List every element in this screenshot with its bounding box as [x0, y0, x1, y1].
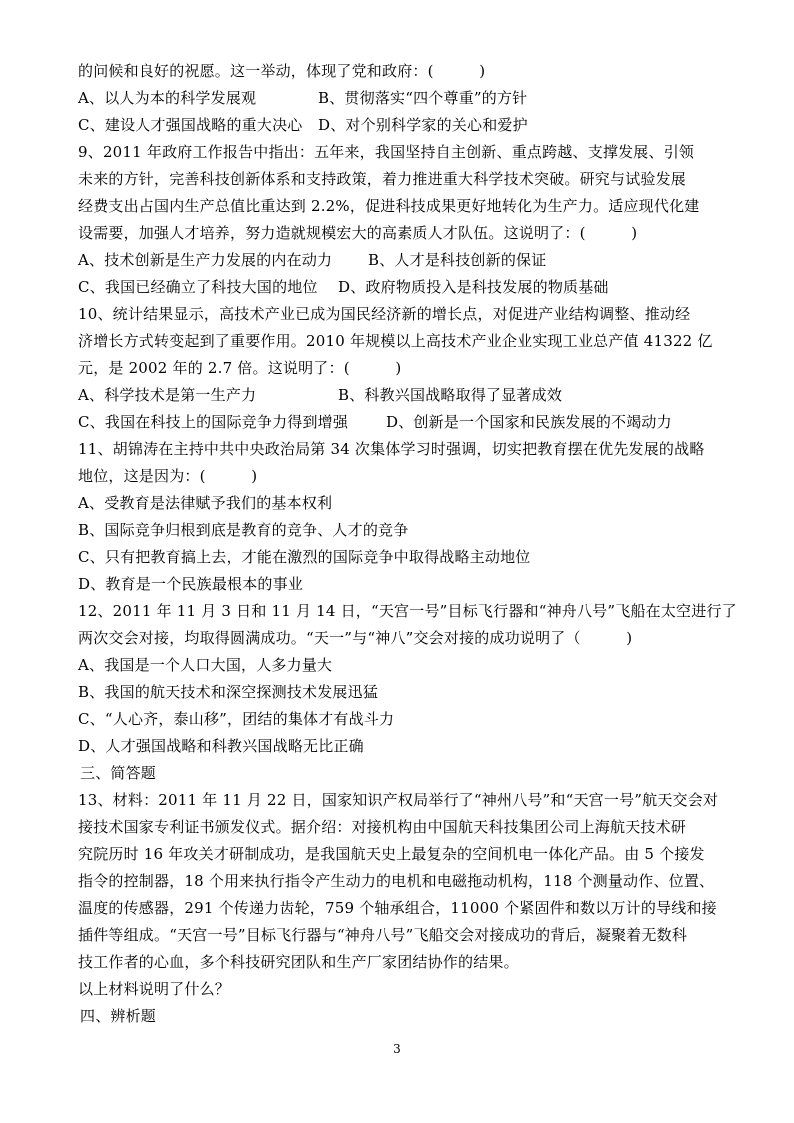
text-line: 技工作者的心血，多个科技研究团队和生产厂家团结协作的结果。: [78, 953, 519, 971]
option-row: [78, 85, 730, 112]
text-line: 接技术国家专利证书颁发仪式。据介绍：对接机构由中国航天科技集团公司上海航天技术研: [78, 818, 687, 836]
text-line: 地位，这是因为：( ): [78, 467, 258, 485]
text-line: 温度的传感器，291 个传递力齿轮，759 个轴承组合，11000 个紧固件和数以万计的导线和接: [78, 899, 717, 917]
option-b: B、人才是科技创新的保证: [368, 251, 547, 269]
option-a: A、受教育是法律赋予我们的基本权利: [78, 494, 333, 512]
text-line: 经费支出占国内生产总值比重达到 2.2%，促进科技成果更好地转化为生产力。适应现代化建: [78, 197, 700, 215]
option-row: [78, 247, 730, 274]
option-a: A、技术创新是生产力发展的内在动力: [78, 251, 333, 269]
option-d: D、对个别科学家的关心和爱护: [318, 116, 528, 134]
option-c: C、只有把教育搞上去，才能在激烈的国际竞争中取得战略主动地位: [78, 548, 531, 566]
question-12-text: 12、2011 年 11 月 3 日和 11 月 14 日，“天宫一号”目标飞行器和“神舟八号”飞船在太空进行了: [78, 602, 737, 620]
text-line: 两次交会对接，均取得圆满成功。“天一”与“神八”交会对接的成功说明了（ ): [78, 629, 633, 647]
option-d: D、政府物质投入是科技发展的物质基础: [338, 278, 609, 296]
text-line: 的问候和良好的祝愿。这一举动，体现了党和政府：( ): [78, 62, 486, 80]
option-d: D、人才强国战略和科教兴国战略无比正确: [78, 737, 364, 755]
option-a: A、科学技术是第一生产力: [78, 386, 257, 404]
text-line: 元，是 2002 年的 2.7 倍。这说明了：( ): [78, 359, 402, 377]
option-c: C、我国已经确立了科技大国的地位: [78, 278, 318, 296]
option-a: A、以人为本的科学发展观: [78, 89, 257, 107]
option-b: B、科教兴国战略取得了显著成效: [338, 386, 563, 404]
option-a: A、我国是一个人口大国，人多力量大: [78, 656, 333, 674]
text-line: 指令的控制器，18 个用来执行指令产生动力的电机和电磁拖动机构，118 个测量动作、位置、: [78, 872, 715, 890]
option-c: C、“人心齐，泰山移”，团结的集体才有战斗力: [78, 710, 395, 728]
question-11-text: 11、胡锦涛在主持中共中央政治局第 34 次集体学习时强调，切实把教育摆在优先发展的战略: [78, 440, 705, 458]
text-line: 究院历时 16 年攻关才研制成功，是我国航天史上最复杂的空间机电一体化产品。由 5 个接发: [78, 845, 705, 863]
option-row: [78, 112, 730, 139]
option-row: [78, 409, 730, 436]
text-line: 插件等组成。“天宫一号”目标飞行器与“神舟八号”飞船交会对接成功的背后，凝聚着无数科: [78, 926, 688, 944]
option-row: [78, 382, 730, 409]
option-b: B、国际竞争归根到底是教育的竞争、人才的竞争: [78, 521, 409, 539]
text-line: 设需要，加强人才培养，努力造就规模宏大的高素质人才队伍。这说明了：( ): [78, 224, 638, 242]
page-content: [78, 58, 737, 1030]
option-b: B、贯彻落实“四个尊重”的方针: [318, 89, 528, 107]
option-d: D、创新是一个国家和民族发展的不竭动力: [386, 413, 672, 431]
option-c: C、我国在科技上的国际竞争力得到增强: [78, 413, 349, 431]
text-line: 济增长方式转变起到了重要作用。2010 年规模以上高技术产业企业实现工业总产值 41322 亿: [78, 332, 713, 350]
option-c: C、建设人才强国战略的重大决心: [78, 116, 303, 134]
option-d: D、教育是一个民族最根本的事业: [78, 575, 304, 593]
question-prompt: 以上材料说明了什么？: [78, 980, 231, 998]
option-b: B、我国的航天技术和深空探测技术发展迅猛: [78, 683, 379, 701]
question-10-text: 10、统计结果显示，高技术产业已成为国民经济新的增长点，对促进产业结构调整、推动经: [78, 305, 691, 323]
option-row: [78, 274, 730, 301]
question-9-text: 9、2011 年政府工作报告中指出：五年来，我国坚持自主创新、重点跨越、支撑发展、引领: [78, 143, 695, 161]
section-heading-short-answer: 三、简答题: [80, 764, 157, 782]
page-number: 3: [393, 1042, 401, 1056]
text-line: 未来的方针，完善科技创新体系和支持政策，着力推进重大科学技术突破。研究与试验发展: [78, 170, 687, 188]
section-heading-analysis: 四、辨析题: [80, 1007, 157, 1025]
question-13-text: 13、材料：2011 年 11 月 22 日，国家知识产权局举行了“神州八号”和“天宫一号”航天交会对: [78, 791, 719, 809]
